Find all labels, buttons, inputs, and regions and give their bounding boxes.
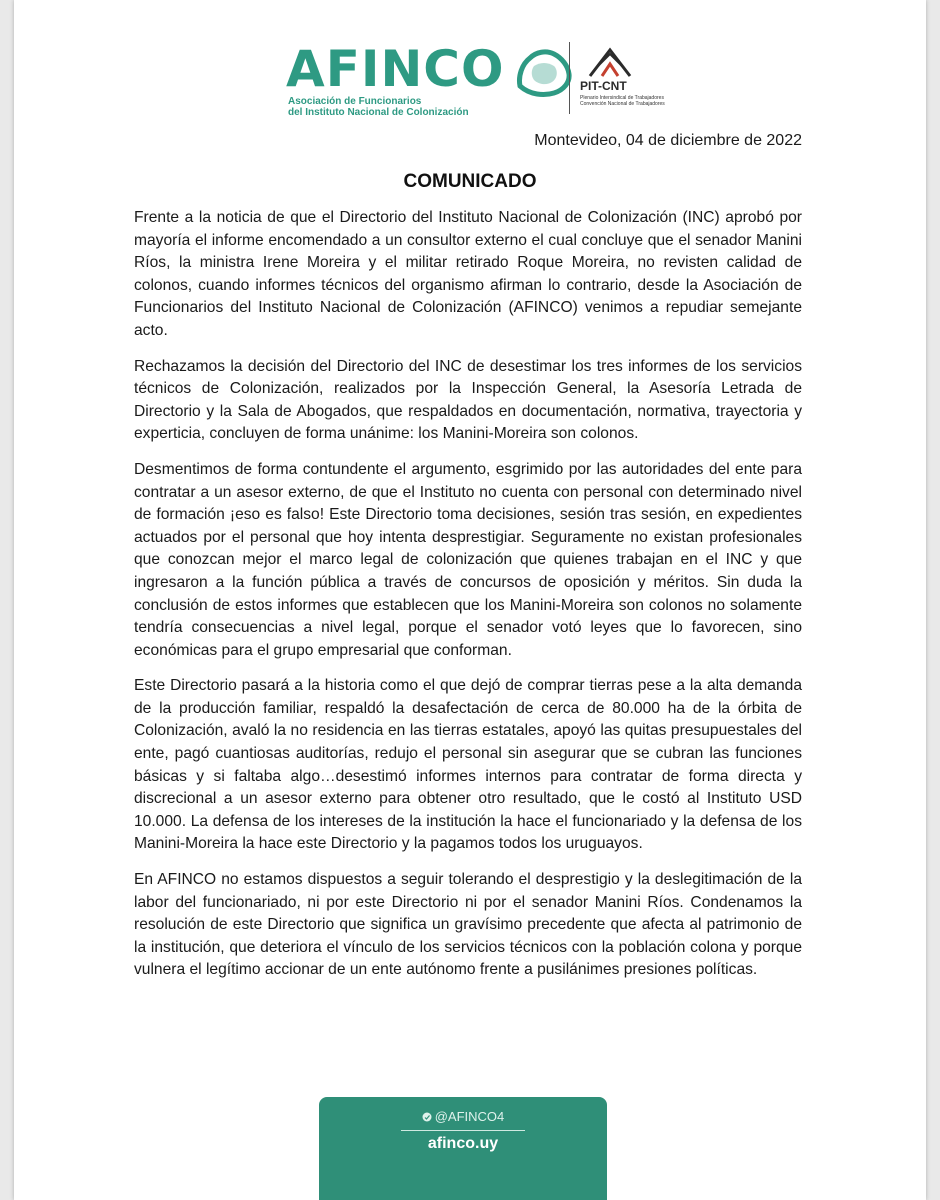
document-title: COMUNICADO	[403, 171, 537, 192]
paragraph-1: Frente a la noticia de que el Directorio del Instituto Nacional de Colonización (INC) aprobó por mayoría el informe encomendado a un consultor externo el cual concluye que el senador Manini Ríos, la ministra Irene Moreira y el militar retirado Roque Moreira, no revisten calidad de colonos, cuando informes técnicos del organismo afirman lo contrario, desde la Asociación de Funcionarios del Instituto Nacional de Colonización (AFINCO) venimos a repudiar semejante acto.	[134, 209, 802, 339]
website-link[interactable]: afinco.uy	[427, 1135, 499, 1152]
logo-subtitle-line1: Asociación de Funcionarios	[288, 96, 422, 107]
logo-subtitle-line2: del Instituto Nacional de Colonización	[288, 107, 469, 118]
paragraph-3: Desmentimos de forma contundente el argumento, esgrimido por las autoridades del ente para contratar a un asesor externo, de que el Instituto no cuenta con personal con determinado nivel de formación ¡eso es falso! Este Directorio toma decisiones, sesión tras sesión, en expedientes actuados por el personal que hoy intenta desprestigiar. Seguramente no existan profesionales que conozcan mejor el marco legal de colonización que quienes trabajan en el INC y que ingresaron a la función pública a través de concursos de oposición y méritos. Sin duda la conclusión de estos informes que establecen que los Manini-Moreira son colonos no solamente tendría consecuencias a nivel legal, porque el senador votó leyes que lo favorecen, sino económicas para el grupo empresarial que conforman.	[134, 460, 802, 659]
pit-cnt-logo-icon	[586, 44, 634, 78]
letterhead	[14, 38, 926, 118]
afinco-logo-subtitle	[288, 96, 548, 118]
document-date: Montevideo, 04 de diciembre de 2022	[534, 132, 802, 149]
pit-cnt-subtitle	[580, 95, 700, 107]
footer-divider	[401, 1130, 525, 1131]
paragraph-2: Rechazamos la decisión del Directorio del INC de desestimar los tres informes de los servicios técnicos de Colonización, realizados por la Inspección General, la Asesoría Letrada de Directorio y la Sala de Abogados, que respaldados en documentación, normativa, trayectoria y experticia, concluyen de forma unánime: los Manini-Moreira son colonos.	[134, 357, 802, 443]
document-page	[14, 0, 926, 1200]
pit-cnt-sub-line1: Plenario Intersindical de Trabajadores	[580, 95, 664, 101]
afinco-logo-text: AFINCO	[286, 40, 505, 98]
pit-cnt-sub-line2: Convención Nacional de Trabajadores	[580, 101, 665, 107]
logo-divider	[569, 42, 570, 114]
footer-banner	[319, 1097, 607, 1200]
social-handle-row	[319, 1109, 607, 1124]
paragraph-5: En AFINCO no estamos dispuestos a seguir tolerando el desprestigio y la deslegitimación de la labor del funcionariado, ni por este Directorio ni por el senador Manini Ríos. Condenamos la resolución de este Directorio que significa un gravísimo precedente que afecta al patrimonio de la institución, que deteriora el vínculo de los servicios técnicos con la población colona y porque vulnera el legítimo accionar de un ente autónomo frente a pusilánimes presiones políticas.	[134, 871, 802, 979]
social-handle[interactable]: @AFINCO4	[434, 1109, 505, 1124]
paragraph-4: Este Directorio pasará a la historia como el que dejó de comprar tierras pese a la alta demanda de la producción familiar, respaldó la desafectación de cerca de 80.000 ha de la órbita de Colonización, avaló la no residencia en las tierras estatales, apoyó las quitas presupuestales del ente, pagó cuantiosas auditorías, redujo el personal sin asegurar que se cubran las funciones básicas y si faltaba algo…desestimó informes internos para contratar de forma directa y discrecional a un asesor externo para obtener otro resultado, que le costó al Instituto USD 10.000. La defensa de los intereses de la institución la hace el funcionariado y la defensa de los Manini-Moreira la hace este Directorio y la pagamos todos los uruguayos.	[134, 677, 802, 853]
social-media-icon	[422, 1112, 432, 1122]
pit-cnt-name: PIT-CNT	[580, 79, 627, 93]
uruguay-map-icon	[514, 46, 574, 98]
document-body	[134, 207, 802, 995]
